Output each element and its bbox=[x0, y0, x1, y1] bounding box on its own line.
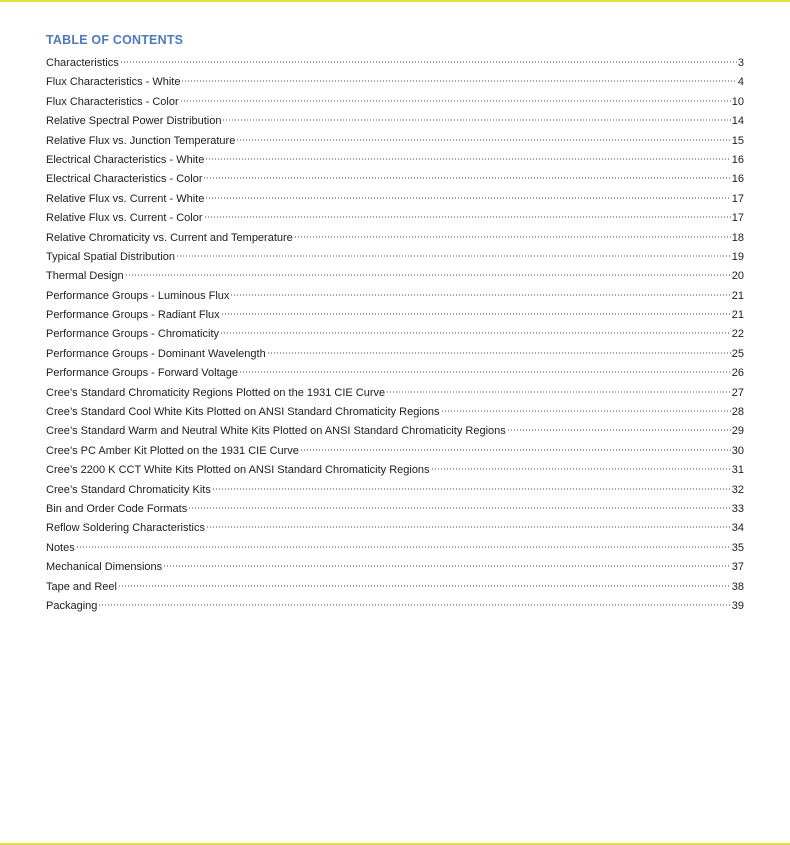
toc-entry-title[interactable]: Relative Flux vs. Junction Temperature bbox=[46, 134, 236, 147]
dot-leader bbox=[212, 488, 731, 490]
toc-entry-page-number[interactable]: 4 bbox=[737, 76, 744, 89]
toc-entry-page-number[interactable]: 26 bbox=[731, 367, 744, 380]
toc-heading: TABLE OF CONTENTS bbox=[46, 33, 184, 47]
toc-entry-title[interactable]: Reflow Soldering Characteristics bbox=[46, 522, 205, 535]
toc-entry-page-number[interactable]: 10 bbox=[731, 95, 744, 108]
toc-entry-page-number[interactable]: 17 bbox=[731, 192, 744, 205]
toc-entry-page-number[interactable]: 34 bbox=[731, 522, 744, 535]
toc-entry[interactable] bbox=[46, 503, 744, 522]
dot-leader bbox=[222, 119, 730, 121]
toc-entry[interactable] bbox=[46, 387, 744, 406]
toc-entry[interactable] bbox=[46, 96, 744, 115]
toc-entry-title[interactable]: Characteristics bbox=[46, 57, 119, 69]
toc-entry-page-number[interactable]: 19 bbox=[731, 250, 744, 263]
dot-leader bbox=[267, 352, 731, 354]
toc-entry-page-number[interactable]: 16 bbox=[731, 153, 744, 166]
dot-leader bbox=[188, 507, 731, 509]
toc-entry[interactable] bbox=[46, 425, 744, 444]
toc-entry-title[interactable]: Performance Groups - Forward Voltage bbox=[46, 367, 238, 380]
toc-entry[interactable] bbox=[46, 154, 744, 173]
toc-entry-page-number[interactable]: 31 bbox=[731, 464, 744, 477]
toc-entry-title[interactable]: Bin and Order Code Formats bbox=[46, 502, 188, 515]
dot-leader bbox=[181, 80, 736, 82]
toc-entry-page-number[interactable]: 30 bbox=[731, 444, 744, 457]
dot-leader bbox=[125, 274, 731, 276]
top-rule bbox=[0, 0, 790, 2]
toc-entry-page-number[interactable]: 28 bbox=[731, 406, 744, 419]
dot-leader bbox=[176, 255, 731, 257]
toc-entry[interactable] bbox=[46, 270, 744, 289]
toc-entry[interactable] bbox=[46, 445, 744, 464]
toc-entry[interactable] bbox=[46, 522, 744, 541]
toc-entry[interactable] bbox=[46, 542, 744, 561]
toc-entry[interactable] bbox=[46, 251, 744, 270]
toc-entry-page-number[interactable]: 35 bbox=[731, 541, 744, 554]
toc-entry-page-number[interactable]: 39 bbox=[731, 599, 744, 612]
toc-entry-title[interactable]: Flux Characteristics - White bbox=[46, 76, 181, 89]
toc-entry[interactable] bbox=[46, 115, 744, 134]
toc-entry-title[interactable]: Cree’s Standard Warm and Neutral White Kits Plotted on ANSI Standard Chromaticity Regions bbox=[46, 425, 506, 438]
toc-entry[interactable] bbox=[46, 464, 744, 483]
toc-entry[interactable] bbox=[46, 173, 744, 192]
dot-leader bbox=[386, 391, 731, 393]
toc-entry[interactable] bbox=[46, 135, 744, 154]
toc-entry[interactable] bbox=[46, 232, 744, 251]
dot-leader bbox=[206, 526, 731, 528]
dot-leader bbox=[441, 410, 731, 412]
toc-entry-page-number[interactable]: 21 bbox=[731, 289, 744, 302]
toc-entry-title[interactable]: Relative Chromaticity vs. Current and Temperature bbox=[46, 231, 293, 244]
dot-leader bbox=[180, 100, 731, 102]
toc-entry-title[interactable]: Cree’s Standard Chromaticity Regions Plotted on the 1931 CIE Curve bbox=[46, 386, 386, 399]
toc-entry-title[interactable]: Mechanical Dimensions bbox=[46, 561, 163, 574]
toc-entry-title[interactable]: Flux Characteristics - Color bbox=[46, 95, 179, 108]
toc-entry-page-number[interactable]: 18 bbox=[731, 231, 744, 244]
toc-entry-title[interactable]: Cree’s PC Amber Kit Plotted on the 1931 CIE Curve bbox=[46, 444, 299, 457]
toc-entry-title[interactable]: Cree’s 2200 K CCT White Kits Plotted on ANSI Standard Chromaticity Regions bbox=[46, 464, 430, 477]
toc-entry-title[interactable]: Typical Spatial Distribution bbox=[46, 250, 176, 263]
dot-leader bbox=[205, 158, 730, 160]
toc-entry[interactable] bbox=[46, 290, 744, 309]
toc-entry-title[interactable]: Thermal Design bbox=[46, 270, 124, 283]
toc-entry-title[interactable]: Electrical Characteristics - White bbox=[46, 153, 205, 166]
toc-entry-title[interactable]: Relative Flux vs. Current - Color bbox=[46, 212, 203, 225]
toc-entry-page-number[interactable]: 17 bbox=[731, 212, 744, 225]
toc-entry[interactable] bbox=[46, 600, 744, 619]
toc-entry-page-number[interactable]: 32 bbox=[731, 483, 744, 496]
toc-entry-title[interactable]: Electrical Characteristics - Color bbox=[46, 173, 203, 186]
toc-entry[interactable] bbox=[46, 367, 744, 386]
toc-entry-title[interactable]: Packaging bbox=[46, 599, 98, 612]
toc-entry[interactable] bbox=[46, 561, 744, 580]
toc-entry-title[interactable]: Performance Groups - Dominant Wavelength bbox=[46, 347, 266, 360]
toc-entry-page-number[interactable]: 38 bbox=[731, 580, 744, 593]
toc-entry[interactable] bbox=[46, 581, 744, 600]
dot-leader bbox=[163, 565, 731, 567]
dot-leader bbox=[203, 177, 730, 179]
dot-leader bbox=[230, 294, 730, 296]
toc-entry-title[interactable]: Relative Flux vs. Current - White bbox=[46, 192, 205, 205]
toc-entry-page-number[interactable]: 27 bbox=[731, 386, 744, 399]
toc-entry-page-number[interactable]: 14 bbox=[731, 115, 744, 128]
toc-entry-title[interactable]: Performance Groups - Luminous Flux bbox=[46, 289, 230, 302]
toc-entry-page-number[interactable]: 25 bbox=[731, 347, 744, 360]
toc-entry-page-number[interactable]: 22 bbox=[731, 328, 744, 341]
dot-leader bbox=[300, 449, 731, 451]
toc-entry-title[interactable]: Cree’s Standard Cool White Kits Plotted on ANSI Standard Chromaticity Regions bbox=[46, 406, 440, 419]
dot-leader bbox=[294, 236, 731, 238]
toc-entry[interactable] bbox=[46, 348, 744, 367]
toc-entry-title[interactable]: Relative Spectral Power Distribution bbox=[46, 115, 222, 128]
dot-leader bbox=[431, 468, 731, 470]
toc-entry-title[interactable]: Performance Groups - Radiant Flux bbox=[46, 309, 220, 322]
dot-leader bbox=[98, 604, 730, 606]
dot-leader bbox=[236, 139, 730, 141]
dot-leader bbox=[239, 371, 731, 373]
toc-entry-page-number[interactable]: 33 bbox=[731, 502, 744, 515]
toc-entry-page-number[interactable]: 20 bbox=[731, 270, 744, 283]
toc-entry-page-number[interactable]: 21 bbox=[731, 309, 744, 322]
toc-list bbox=[46, 57, 744, 619]
dot-leader bbox=[118, 585, 731, 587]
dot-leader bbox=[507, 429, 731, 431]
toc-entry[interactable] bbox=[46, 309, 744, 328]
dot-leader bbox=[205, 197, 730, 199]
toc-entry-title[interactable]: Performance Groups - Chromaticity bbox=[46, 328, 219, 341]
toc-entry[interactable] bbox=[46, 193, 744, 212]
toc-entry[interactable] bbox=[46, 328, 744, 347]
dot-leader bbox=[220, 332, 731, 334]
toc-entry[interactable] bbox=[46, 76, 744, 95]
toc-entry-page-number[interactable]: 15 bbox=[731, 134, 744, 147]
dot-leader bbox=[76, 546, 731, 548]
dot-leader bbox=[204, 216, 731, 218]
toc-entry-page-number[interactable]: 16 bbox=[731, 173, 744, 186]
toc-entry-page-number[interactable]: 3 bbox=[737, 57, 744, 69]
toc-entry-title[interactable]: Tape and Reel bbox=[46, 580, 117, 593]
dot-leader bbox=[221, 313, 731, 315]
toc-entry[interactable] bbox=[46, 484, 744, 503]
toc-entry[interactable] bbox=[46, 212, 744, 231]
toc-entry[interactable] bbox=[46, 57, 744, 76]
toc-entry[interactable] bbox=[46, 406, 744, 425]
toc-entry-page-number[interactable]: 37 bbox=[731, 561, 744, 574]
toc-entry-title[interactable]: Cree’s Standard Chromaticity Kits bbox=[46, 483, 211, 496]
toc-entry-page-number[interactable]: 29 bbox=[731, 425, 744, 438]
toc-entry-title[interactable]: Notes bbox=[46, 541, 75, 554]
dot-leader bbox=[120, 61, 737, 63]
